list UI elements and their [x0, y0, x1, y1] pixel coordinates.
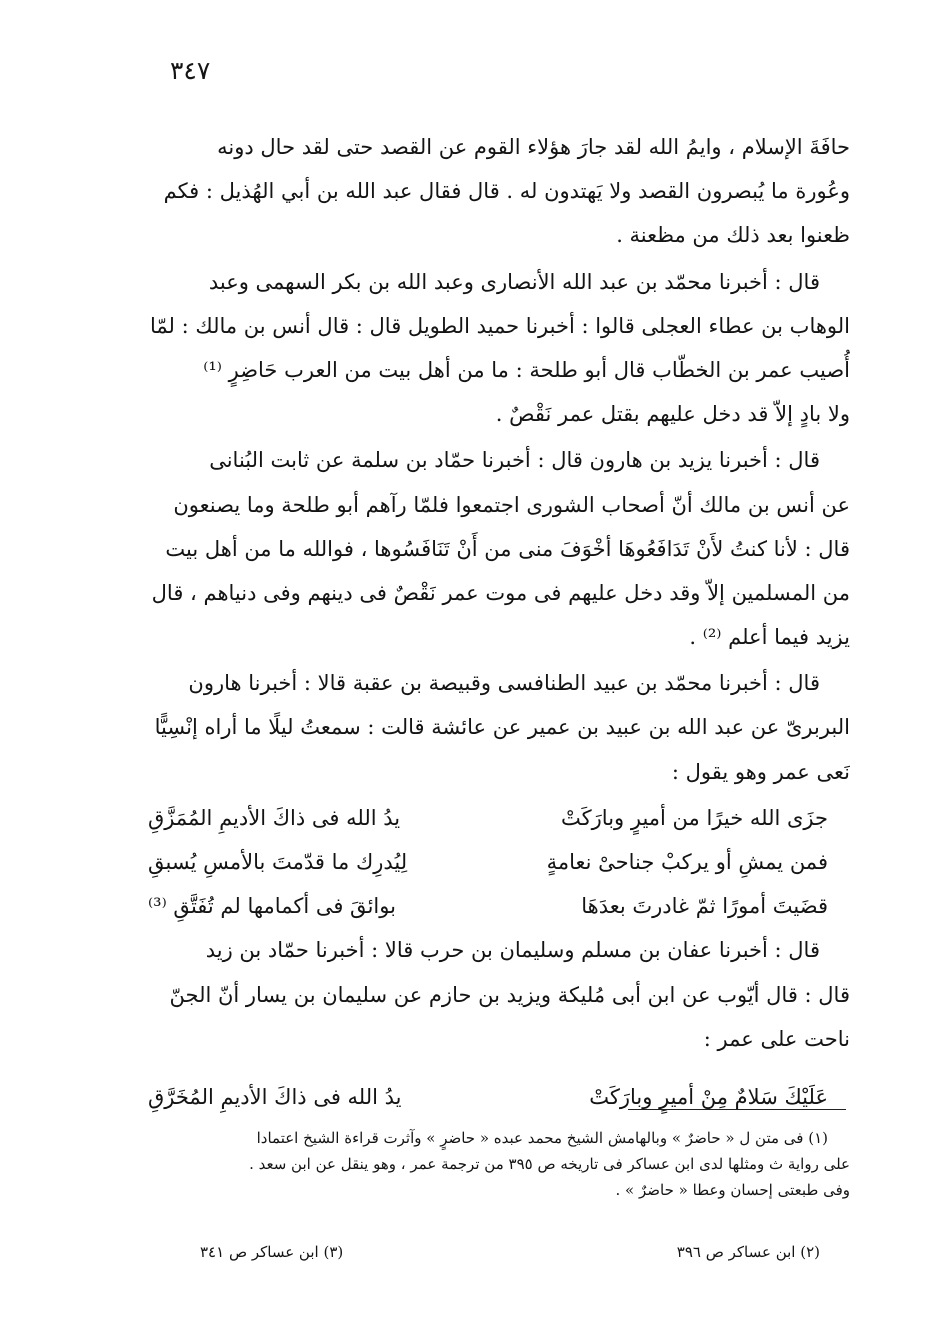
verse-first-hemistich: قضَيتَ أمورًا ثمّ غادرتَ بعدَهَا: [581, 894, 828, 919]
text-line: من المسلمين إلاّ وقد دخل عليهم فى موت عمر نَقْصٌ فى دينهم وفى دنياهم ، قال: [151, 580, 850, 605]
paragraph-5: [140, 928, 850, 1061]
verse-second-hemistich: يدُ الله فى ذاكَ الأديمِ المُمَزَّقِ: [148, 805, 401, 830]
text-line: يزيد فيما أعلم ⁽²⁾ .: [689, 625, 850, 650]
poem-block: [140, 796, 850, 929]
verse-first-hemistich: عَلَيْكَ سَلامٌ مِنْ أميرٍ وبارَكَتْ: [589, 1084, 828, 1109]
text-line: أُصيب عمر بن الخطّاب قال أبو طلحة : ما من أهل بيت من العرب حَاضِرٍ ⁽¹⁾: [203, 357, 850, 382]
footnote-divider: [628, 1109, 846, 1110]
main-text: [140, 125, 850, 1119]
text-line: البربرىّ عن عبد الله بن عبيد بن عمير عن عائشة قالت : سمعتُ ليلًا ما أراه إنْسِيًّا: [154, 715, 850, 740]
text-line: حافَةَ الإسلام ، وايمُ الله لقد جارَ هؤلاء القوم عن القصد حتى لقد حال دونه: [217, 135, 850, 159]
footnote-3: (٣) ابن عساكر ص ٣٤١: [200, 1243, 344, 1261]
poem-verse: [140, 796, 850, 840]
page-number: ٣٤٧: [170, 56, 211, 85]
footnote-references: [200, 1243, 820, 1261]
poem-verse: [140, 884, 850, 928]
verse-second-hemistich: لِيُدرِك ما قدّمتَ بالأمسِ يُسبقِ: [148, 850, 408, 874]
text-line: ولا بادٍ إلاّ قد دخل عليهم بقتل عمر نَقْصٌ .: [495, 402, 850, 427]
footnote-line: على رواية ث ومثلها لدى ابن عساكر فى تاريخه ص ٣٩٥ من ترجمة عمر ، وهو ينقل عن ابن سعد .: [249, 1155, 850, 1173]
footnote-line: وفى طبعتى إحسان وعطا « حاضرٌ » .: [615, 1181, 850, 1199]
paragraph-1: [140, 125, 850, 258]
verse-second-hemistich: يدُ الله فى ذاكَ الأديمِ المُخَرَّقِ: [148, 1084, 402, 1109]
text-line: قال : أخبرنا يزيد بن هارون قال : أخبرنا حمّاد بن سلمة عن ثابت البُنانى: [209, 448, 820, 473]
footnotes: [140, 1125, 850, 1203]
footnote-2: (٢) ابن عساكر ص ٣٩٦: [676, 1243, 820, 1261]
text-line: الوهاب بن عطاء العجلى قالوا : أخبرنا حميد الطويل قال : قال أنس بن مالك : لمّا: [150, 313, 850, 338]
text-line: عن أنس بن مالك أنّ أصحاب الشورى اجتمعوا فلمّا رآهم أبو طلحة وما يصنعون: [173, 492, 850, 517]
poem-verse: [140, 840, 850, 884]
paragraph-4: [140, 661, 850, 794]
text-line: قال : أخبرنا عفان بن مسلم وسليمان بن حرب قالا : أخبرنا حمّاد بن زيد: [205, 938, 820, 963]
text-line: قال : قال أيّوب عن ابن أبى مُليكة ويزيد بن حازم عن سليمان بن يسار أنّ الجنّ: [169, 982, 850, 1007]
verse-first-hemistich: جزَى الله خيرًا من أميرٍ وبارَكَتْ: [561, 805, 828, 830]
text-line: نَعى عمر وهو يقول :: [671, 759, 850, 784]
final-verse: [140, 1075, 850, 1119]
text-line: قال : لأنا كنتُ لأَنْ تَدَافَعُوهَا أخْوَفَ منى من أَنْ تَنَافَسُوها ، فوالله ما من أهل بيت: [165, 536, 850, 561]
paragraph-3: [140, 438, 850, 659]
text-line: قال : أخبرنا محمّد بن عبد الله الأنصارى وعبد الله بن بكر السهمى وعبد: [208, 269, 820, 294]
text-line: وعُورة ما يُبصرون القصد ولا يَهتدون له . قال فقال عبد الله بن أبي الهُذيل : فكم: [163, 179, 850, 204]
verse-first-hemistich: فمن يمشِ أو يركبْ جناحىْ نعامةٍ: [546, 850, 828, 874]
footnote-line: (١) فى متن ل « حاضرٌ » وبالهامش الشيخ محمد عبده « حاضرٍ » وآثرت قراءة الشيخ اعتمادا: [256, 1129, 828, 1147]
text-line: ناحت على عمر :: [703, 1026, 850, 1051]
verse-second-hemistich: بوائقَ فى أكمامها لم تُفَتَّقِ ⁽³⁾: [148, 894, 396, 919]
text-line: قال : أخبرنا محمّد بن عبيد الطنافسى وقبيصة بن عقبة قالا : أخبرنا هارون: [188, 671, 820, 696]
paragraph-2: [140, 260, 850, 437]
text-line: ظعنوا بعد ذلك من مظعنة .: [616, 223, 850, 248]
